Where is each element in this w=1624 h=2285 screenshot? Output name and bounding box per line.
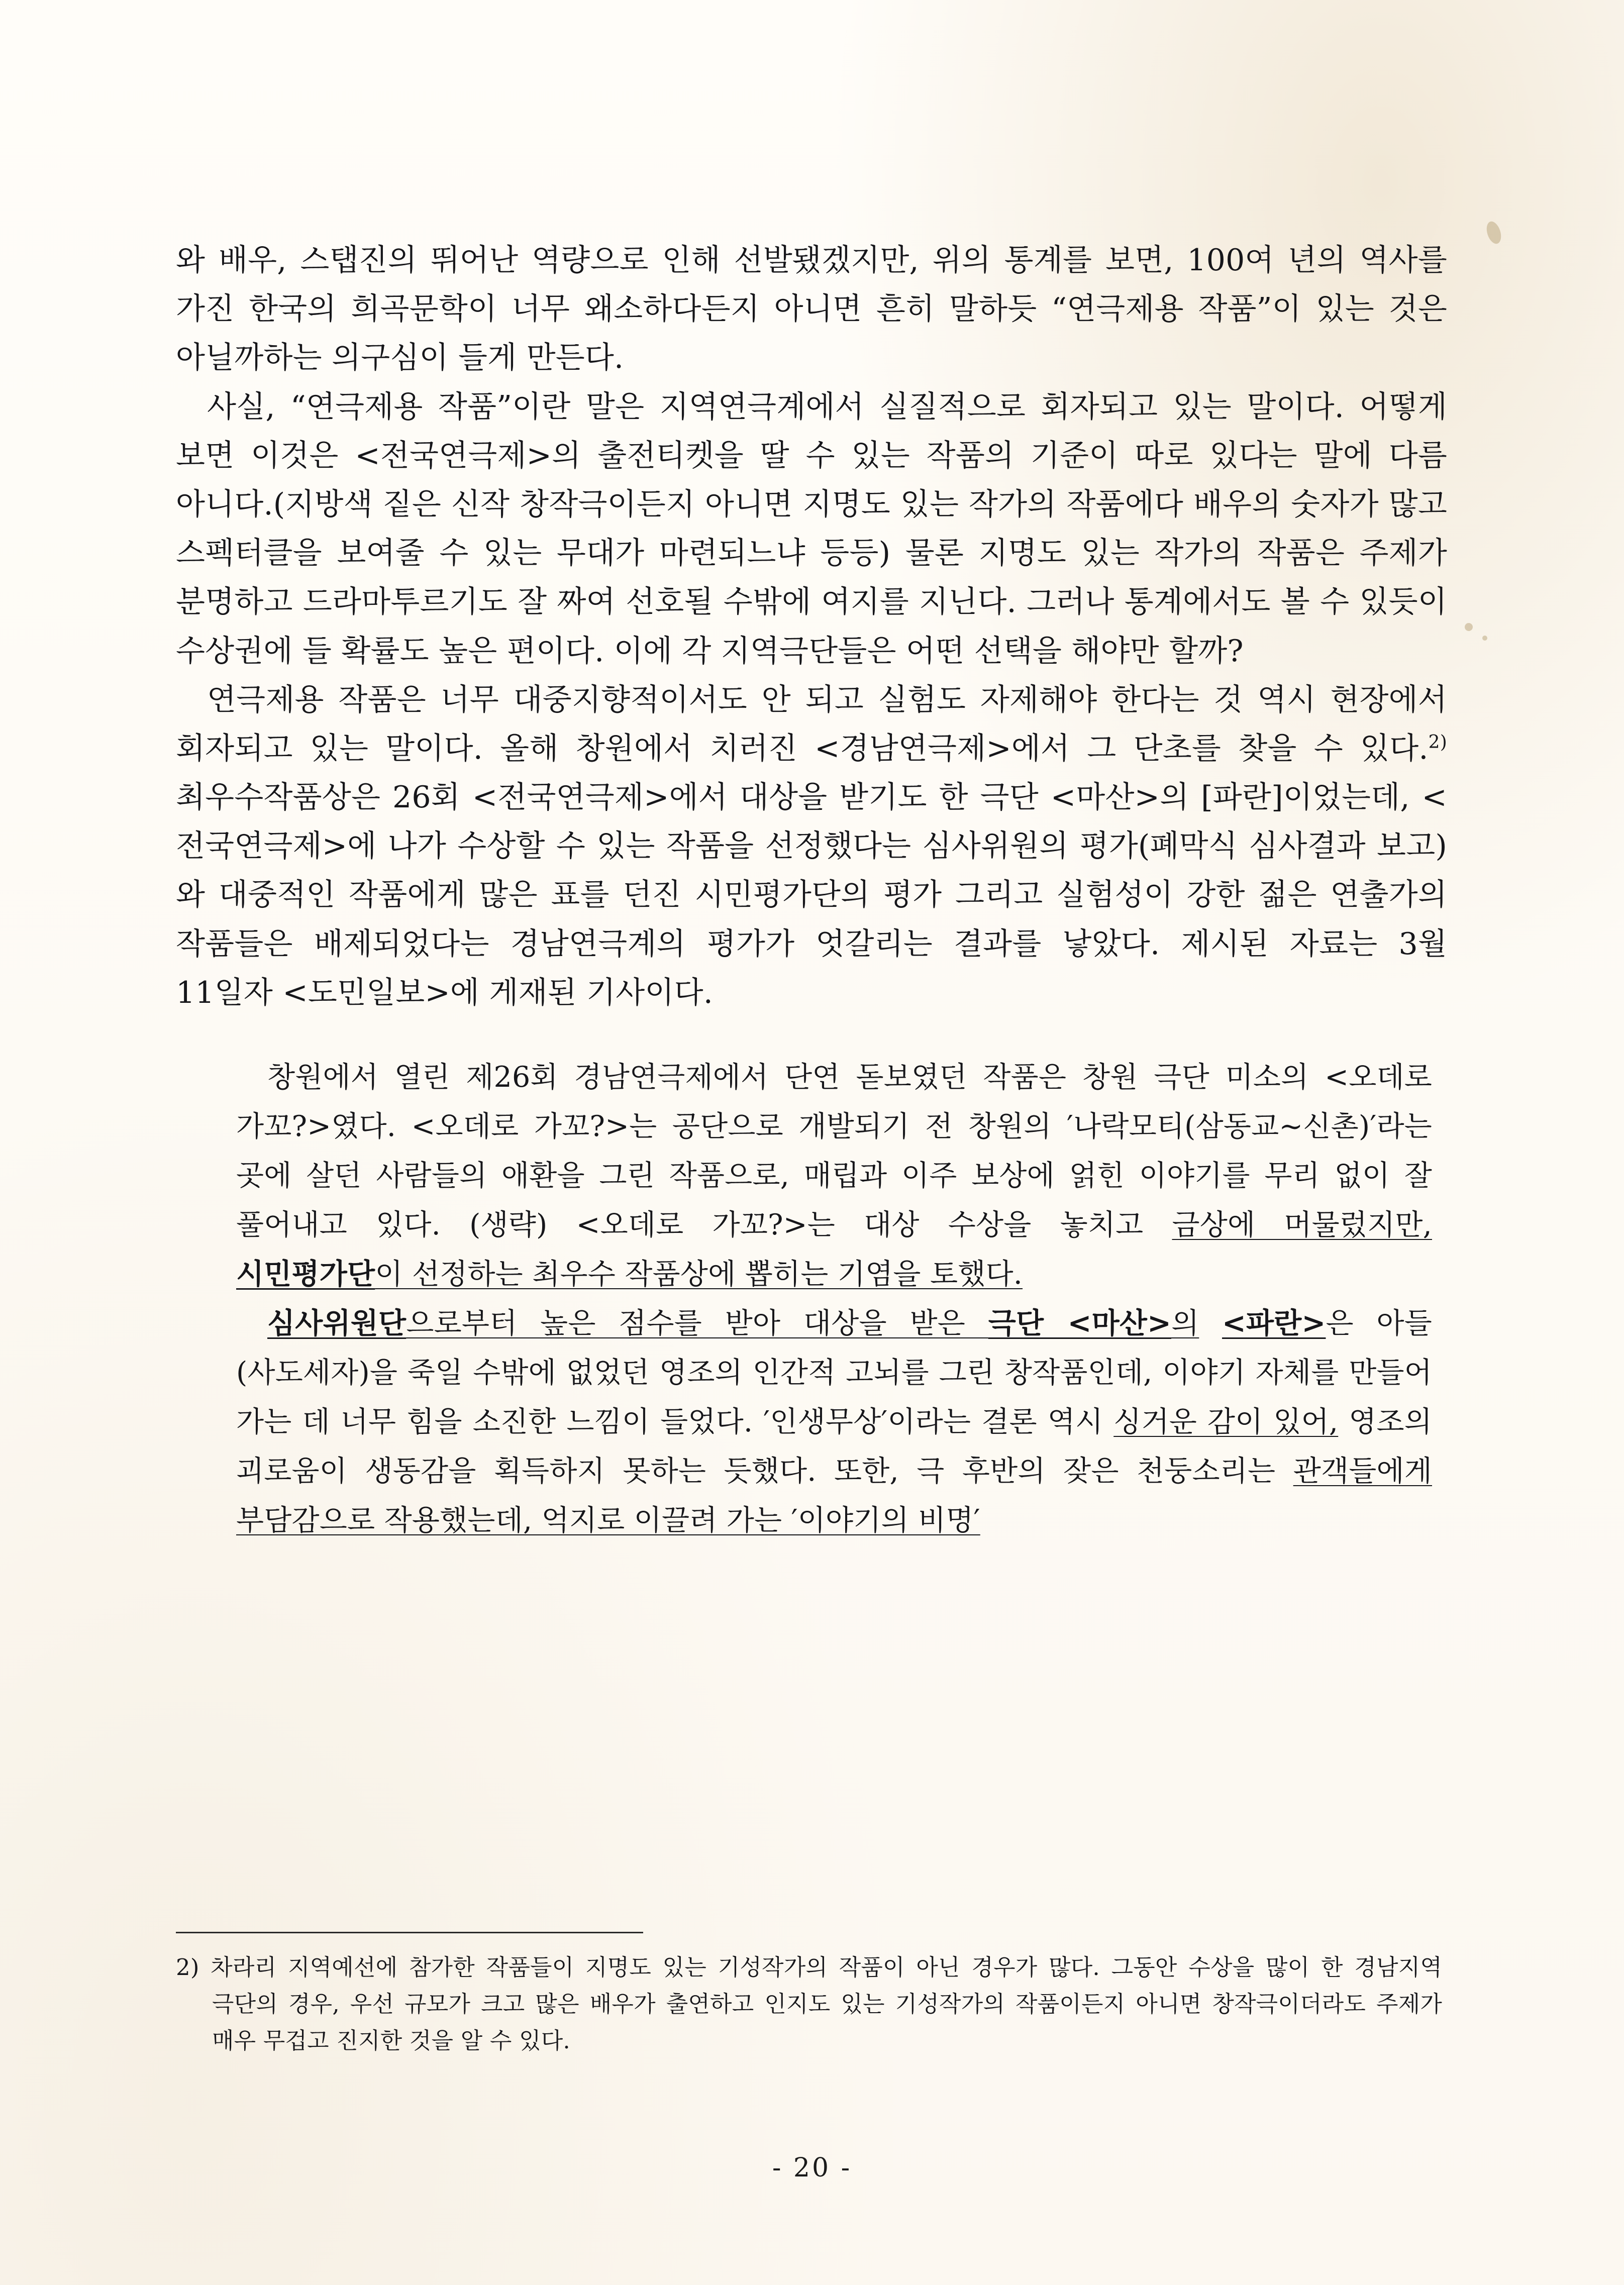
quote-segment-underlined: 이 선정하는 최우수 작품상에 뽑히는 기염을 토했다. — [375, 1258, 1023, 1291]
footnote-reference-marker: 2) — [1428, 732, 1447, 753]
quote-segment-bold-underlined: 극단 <마산> — [988, 1306, 1172, 1340]
document-body — [176, 236, 1447, 1545]
quote-segment: 창원에서 열린 제26회 경남연극제에서 단연 돋보였던 작품은 창원 극단 미소의 <오데로 가꼬?>였다. <오데로 가꼬?>는 공단으로 개발되기 전 창원의 ′나락모티(삼동교~신촌)′라는 곳에 살던 사람들의 애환을 그린 작품으로, 매립과 이주 보상에 얽힌 이야기를 무리 없이 잘 풀어내고 있다. (생략) <오데로 가꼬?>는 대상 수상을 놓치고 — [236, 1061, 1432, 1242]
quote-paragraph-2 — [236, 1299, 1432, 1545]
quote-paragraph-1 — [236, 1053, 1432, 1299]
body-paragraph-1: 와 배우, 스탭진의 뛰어난 역량으로 인해 선발됐겠지만, 위의 통계를 보면, 100여 년의 역사를 가진 한국의 희곡문학이 너무 왜소하다든지 아니면 흔히 말하듯 “연극제용 작품”이 있는 것은 아닐까하는 의구심이 들게 만든다. — [176, 243, 1447, 376]
quote-segment-underlined: 금상에 머물렀지만, — [1172, 1208, 1433, 1242]
paragraph-3-text-before-footnote: 연극제용 작품은 너무 대중지향적이서도 안 되고 실험도 자제해야 한다는 것 역시 현장에서 회자되고 있는 말이다. 올해 창원에서 치러진 <경남연극제>에서 그 단초를 찾을 수 있다. — [176, 682, 1447, 766]
scan-artifact — [1482, 636, 1487, 641]
quoted-article-block — [176, 1053, 1447, 1545]
quote-segment-bold-underlined: 심사위원단 — [267, 1306, 407, 1340]
footnote-area — [176, 1949, 1442, 2059]
paragraph-3-text-after-footnote: 최우수작품상은 26회 <전국연극제>에서 대상을 받기도 한 극단 <마산>의 [파란]이었는데, <전국연극제>에 나가 수상할 수 있는 작품을 선정했다는 심사위원의 평가(폐막식 심사결과 보고)와 대중적인 작품에게 많은 표를 던진 시민평가단의 평가 그리고 실험성이 강한 젊은 연출가의 작품들은 배제되었다는 경남연극계의 평가가 엇갈리는 결과를 낳았다. 제시된 자료는 3월 11일자 <도민일보>에 게재된 기사이다. — [176, 780, 1447, 1010]
quote-segment: 영조의 괴로움이 생동감을 획득하지 못하는 듯했다. 또한, 극 후반의 잦은 천둥소리는 — [236, 1405, 1432, 1488]
scan-artifact — [1465, 623, 1473, 631]
scan-artifact — [1484, 220, 1504, 246]
quote-segment — [1199, 1307, 1222, 1340]
quote-segment-underlined: 싱거운 감이 있어, — [1113, 1405, 1339, 1439]
body-paragraph-3 — [176, 676, 1447, 1017]
quote-segment-underlined: 관객들에게 부담감으로 작용했는데, 억지로 이끌려 가는 ′이야기의 비명′ — [236, 1455, 1432, 1537]
quote-segment-bold-underlined: 시민평가단 — [236, 1257, 375, 1291]
quote-segment-underlined: 의 — [1171, 1307, 1199, 1340]
quote-segment-underlined: 으로부터 높은 점수를 받아 대상을 받은 — [406, 1307, 988, 1340]
quote-segment-bold-underlined: <파란> — [1222, 1306, 1326, 1340]
body-paragraph-2: 사실, “연극제용 작품”이란 말은 지역연극계에서 실질적으로 회자되고 있는 말이다. 어떻게 보면 이것은 <전국연극제>의 출전티켓을 딸 수 있는 작품의 기준이 따로 있다는 말에 다름 아니다.(지방색 짙은 신작 창작극이든지 아니면 지명도 있는 작가의 작품에다 배우의 숫자가 많고 스펙터클을 보여줄 수 있는 무대가 마련되느냐 등등) 물론 지명도 있는 작가의 작품은 주제가 분명하고 드라마투르기도 잘 짜여 선호될 수밖에 여지를 지닌다. 그러나 통계에서도 볼 수 있듯이 수상권에 들 확률도 높은 편이다. 이에 각 지역극단들은 어떤 선택을 해야만 할까? — [176, 389, 1448, 669]
footnote-text: 차라리 지역예선에 참가한 작품들이 지명도 있는 기성작가의 작품이 아닌 경우가 많다. 그동안 수상을 많이 한 경남지역 극단의 경우, 우선 규모가 크고 많은 배우가 출연하고 인지도 있는 기성작가의 작품이든지 아니면 창작극이더라도 주제가 매우 무겁고 진지한 것을 알 수 있다. — [211, 1954, 1442, 2054]
page-number: - 20 - — [772, 2153, 852, 2183]
footnote-separator-rule — [176, 1932, 643, 1933]
quote-segment: 은 아들(사도세자)을 죽일 수밖에 없었던 영조의 인간적 고뇌를 그린 창작품인데, 이야기 자체를 만들어 가는 데 너무 힘을 소진한 느낌이 들었다. ′인생무상′이라는 결론 역시 — [236, 1307, 1432, 1439]
footnote-entry — [176, 1949, 1442, 2059]
footnote-marker: 2) — [176, 1954, 199, 1981]
